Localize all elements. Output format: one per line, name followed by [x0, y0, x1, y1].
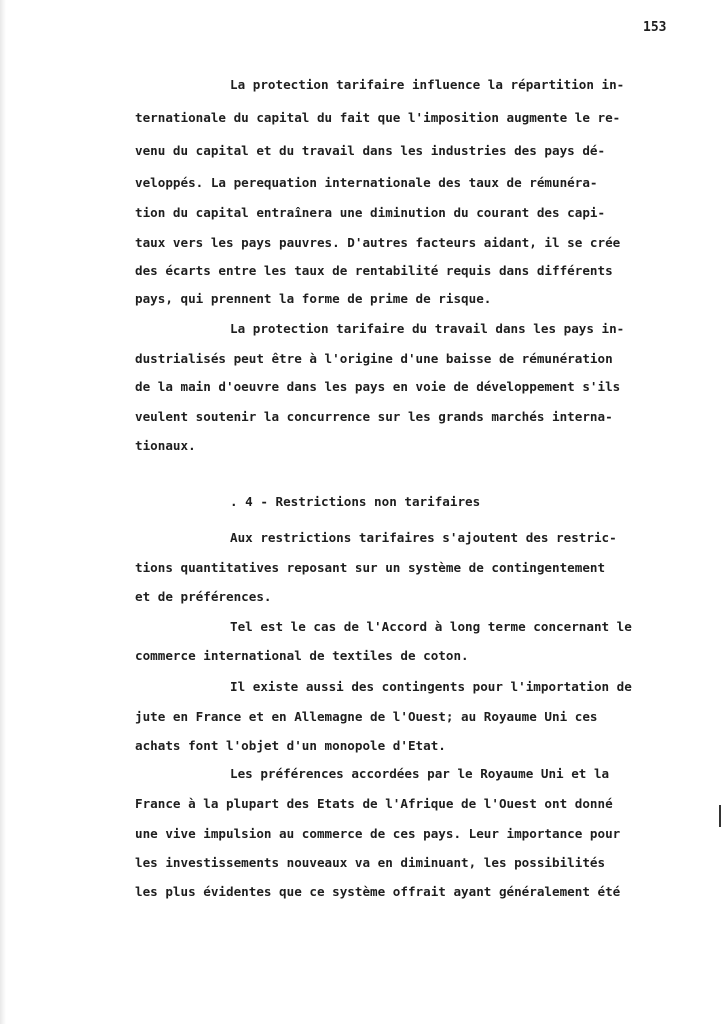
page-edge-shadow — [0, 0, 6, 1024]
text-line: ternationale du capital du fait que l'imposition augmente le re- — [135, 110, 621, 125]
text-line: veulent soutenir la concurrence sur les grands marchés interna- — [135, 409, 613, 424]
text-line: pays, qui prennent la forme de prime de risque. — [135, 291, 492, 306]
text-line: des écarts entre les taux de rentabilité requis dans différents — [135, 263, 613, 278]
text-line: commerce international de textiles de coton. — [135, 648, 469, 663]
text-line: Tel est le cas de l'Accord à long terme concernant le — [230, 619, 632, 634]
text-line: France à la plupart des Etats de l'Afrique de l'Ouest ont donné — [135, 796, 613, 811]
text-line: taux vers les pays pauvres. D'autres facteurs aidant, il se crée — [135, 235, 621, 250]
text-line: Les préférences accordées par le Royaume Uni et la — [230, 766, 610, 781]
text-line: La protection tarifaire du travail dans les pays in- — [230, 321, 625, 336]
text-line: les plus évidentes que ce système offrait ayant généralement été — [135, 884, 621, 899]
text-line: une vive impulsion au commerce de ces pays. Leur importance pour — [135, 826, 621, 841]
text-line: La protection tarifaire influence la répartition in- — [230, 77, 625, 92]
text-line: tions quantitatives reposant sur un système de contingentement — [135, 560, 606, 575]
text-line: les investissements nouveaux va en diminuant, les possibilités — [135, 855, 606, 870]
margin-mark — [719, 805, 721, 827]
text-line: dustrialisés peut être à l'origine d'une baisse de rémunération — [135, 351, 613, 366]
text-line: de la main d'oeuvre dans les pays en voie de développement s'ils — [135, 379, 621, 394]
text-line: veloppés. La perequation internationale des taux de rémunéra- — [135, 175, 598, 190]
page-number: 153 — [643, 20, 667, 35]
section-heading: . 4 - Restrictions non tarifaires — [230, 494, 481, 509]
text-line: tion du capital entraînera une diminution du courant des capi- — [135, 205, 606, 220]
text-line: achats font l'objet d'un monopole d'Etat. — [135, 738, 446, 753]
text-line: jute en France et en Allemagne de l'Ouest; au Royaume Uni ces — [135, 709, 598, 724]
text-line: venu du capital et du travail dans les industries des pays dé- — [135, 143, 606, 158]
text-line: tionaux. — [135, 438, 196, 453]
text-line: Il existe aussi des contingents pour l'importation de — [230, 679, 632, 694]
text-line: Aux restrictions tarifaires s'ajoutent des restric- — [230, 530, 617, 545]
text-line: et de préférences. — [135, 589, 272, 604]
